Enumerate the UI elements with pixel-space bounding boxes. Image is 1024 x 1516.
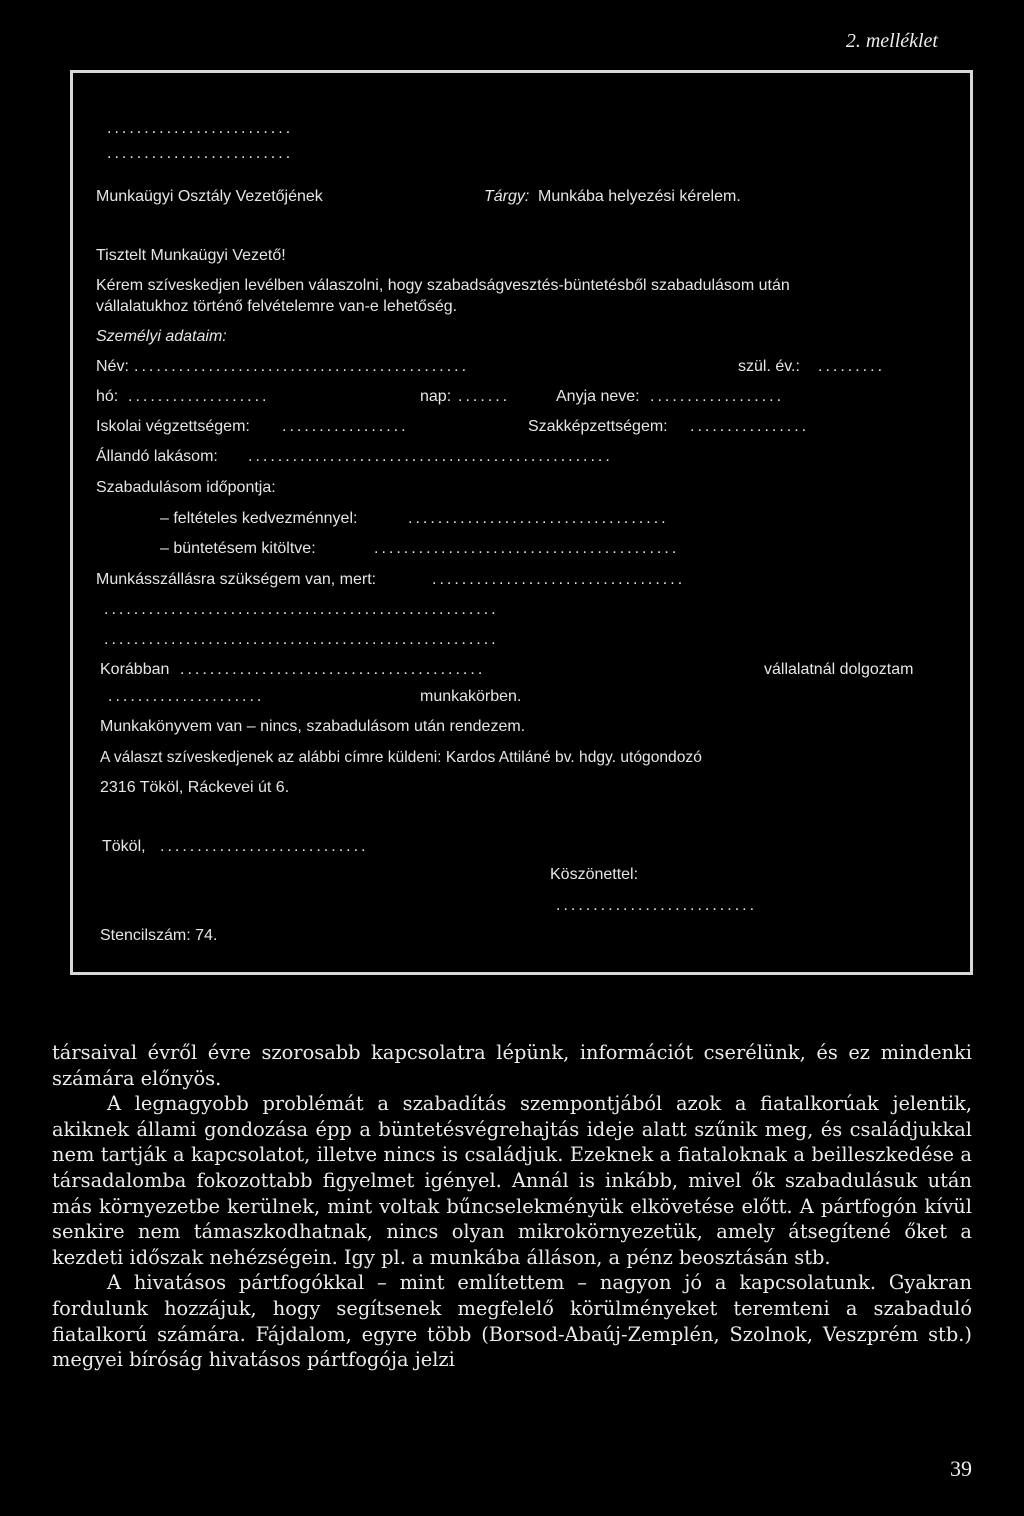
salutation: Tisztelt Munkaügyi Vezető!: [96, 247, 286, 264]
paragraph-3: A hivatásos pártfogókkal – mint említettem – nagyon jó a kapcsolatunk. Gyakran fordulunk hozzájuk, hogy segítsenek megfelelő körülményeket teremteni a szabaduló fiatalkorú számára. Fájdalom, egyre több (Borsod-Abaúj-Zemplén, Szolnok, Veszprém stb.) megyei bíróság hivatásos pártfogója jelzi: [52, 1271, 972, 1372]
mother-dots: ..................: [650, 388, 785, 405]
month-label: hó:: [96, 388, 119, 405]
blank-line-2: .....................................................: [104, 631, 499, 648]
job-suffix: munkakörben.: [420, 688, 522, 705]
paragraph-2: A legnagyobb problémát a szabadítás szempontjából azok a fiatalkorúak jelentik, akiknek állami gondozása épp a büntetésvégrehajtás ideje alatt szűnik meg, és családjukkal nem tartják a kapcsolatot, illetve nincs is családjuk. Ezeknek a fiataloknak a beilleszkedése a társadalomba fokozottabb figyelmet igényel. Annál is inkább, mivel ők szabadulásuk után más környezetbe kerülnek, mint voltak bűncselekményük elkövetése előtt. A pártfogón kívül senkire nem támaszkodhatnak, nincs olyan mikrokörnyezetük, amely átsegítené őket a kezdeti időszak nehézségein. Igy pl. a munkába álláson, a pénz beosztásán stb.: [52, 1092, 972, 1269]
hostel-label: Munkásszállásra szükségem van, mert:: [96, 571, 377, 588]
residence-dots: .................................................: [248, 448, 613, 465]
paragraph-1: társaival évről évre szorosabb kapcsolatra lépünk, információt cserélünk, és ez mindenki számára előnyös.: [52, 1041, 972, 1090]
subject-label: Tárgy:: [484, 188, 530, 205]
company-suffix: vállalatnál dolgoztam: [764, 661, 914, 678]
address-dots-1: .........................: [107, 120, 294, 137]
hostel-dots: ..................................: [432, 571, 686, 588]
page-number: 39: [950, 1456, 972, 1481]
release-date-label: Szabadulásom időpontja:: [96, 479, 276, 496]
previous-label: Korábban: [100, 661, 170, 678]
address-line: 2316 Tököl, Ráckevei út 6.: [100, 779, 290, 796]
residence-label: Állandó lakásom:: [96, 448, 218, 465]
request-line-1: Kérem szíveskedjen levélben válaszolni, hogy szabadságvesztés-büntetésből szabadulásom után: [96, 277, 790, 294]
qualification-label: Szakképzettségem:: [528, 418, 668, 435]
stencil-label: Stencilszám: 74.: [100, 927, 218, 944]
signature-dots: ...........................: [556, 897, 758, 914]
birth-year-label: szül. év.:: [738, 358, 800, 375]
birth-year-dots: .........: [818, 358, 886, 375]
month-dots: ...................: [128, 388, 270, 405]
served-dots: .........................................: [374, 540, 680, 557]
body-text: [52, 1040, 972, 1373]
subject-value: Munkába helyezési kérelem.: [538, 188, 741, 205]
conditional-label: – feltételes kedvezménnyel:: [160, 510, 358, 527]
place-label: Tököl,: [102, 838, 146, 855]
day-dots: .......: [458, 388, 511, 405]
place-dots: ............................: [160, 838, 369, 855]
recipient: Munkaügyi Osztály Vezetőjének: [96, 188, 323, 205]
personal-heading: Személyi adataim:: [96, 328, 227, 345]
address-dots-2: .........................: [107, 145, 294, 162]
reply-line: A választ szíveskedjenek az alábbi címre küldeni: Kardos Attiláné bv. hdgy. utógondozó: [100, 749, 702, 766]
served-label: – büntetésem kitöltve:: [160, 540, 316, 557]
name-dots: .............................................: [134, 358, 470, 375]
job-dots: .....................: [108, 688, 265, 705]
day-label: nap:: [420, 388, 452, 405]
request-line-2: vállalatukhoz történő felvételemre van-e lehetőség.: [96, 298, 458, 315]
education-label: Iskolai végzettségem:: [96, 418, 250, 435]
conditional-dots: ...................................: [408, 510, 669, 527]
appendix-label: 2. melléklet: [845, 30, 938, 52]
blank-line-1: .....................................................: [104, 601, 499, 618]
previous-dots: .........................................: [180, 661, 486, 678]
name-label: Név:: [96, 358, 129, 375]
mother-label: Anyja neve:: [556, 388, 640, 405]
education-dots: .................: [282, 418, 409, 435]
workbook-line: Munkakönyvem van – nincs, szabadulásom után rendezem.: [100, 718, 526, 735]
thanks-label: Köszönettel:: [550, 866, 639, 883]
qualification-dots: ................: [690, 418, 810, 435]
